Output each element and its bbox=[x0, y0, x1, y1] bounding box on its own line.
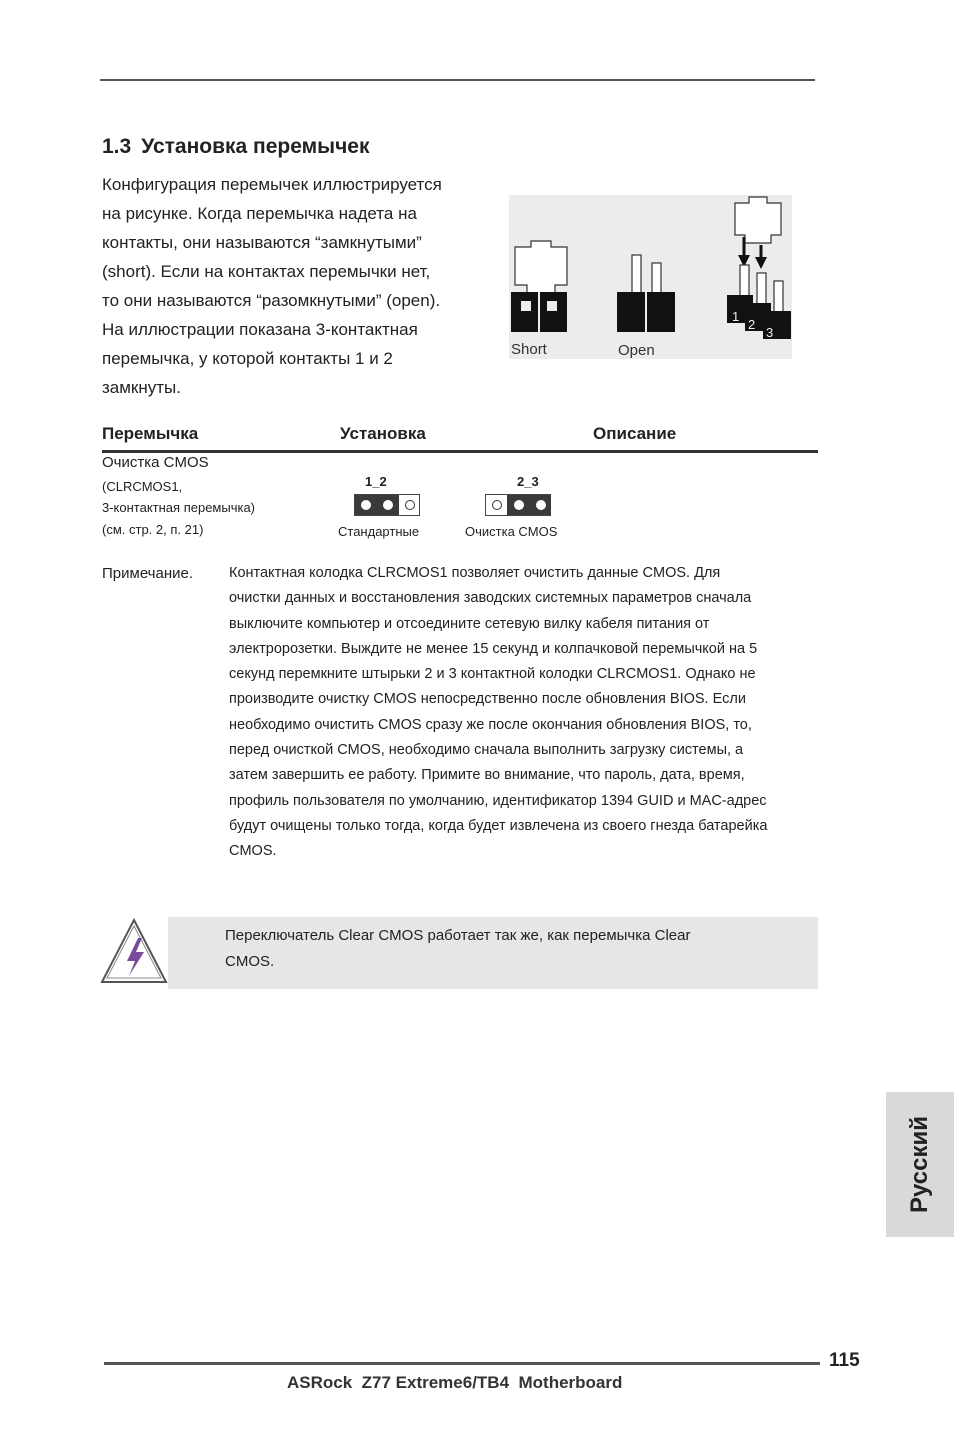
setting-default-caption: Стандартные bbox=[338, 524, 420, 539]
three-pin-jumper-drawing bbox=[727, 197, 791, 340]
table-header-rule bbox=[102, 450, 818, 453]
warning-line: CMOS. bbox=[225, 953, 275, 970]
jumper-detail-line: 3-контактная перемычка) bbox=[102, 500, 256, 515]
pin-number-1: 1 bbox=[732, 309, 740, 324]
intro-line: (short). Если на контактах перемычки нет, bbox=[102, 262, 431, 281]
note-line: электророзетки. Выждите не менее 15 секунд и колпачковой перемычкой на 5 bbox=[229, 640, 758, 657]
pin-1 bbox=[492, 500, 502, 510]
table-header-jumper: Перемычка bbox=[102, 424, 199, 443]
footer-title: ASRock Z77 Extreme6/TB4 Motherboard bbox=[287, 1373, 623, 1392]
intro-line: замкнуты. bbox=[102, 378, 181, 397]
pin-2 bbox=[514, 500, 524, 510]
warning-triangle-lightning-icon bbox=[100, 916, 168, 991]
intro-line: перемычка, у которой контакты 1 и 2 bbox=[102, 349, 393, 368]
table-header-setting: Установка bbox=[340, 424, 426, 443]
note-line: будут очищены только тогда, когда будет извлечена из своего гнезда батарейка bbox=[229, 817, 768, 834]
intro-paragraph bbox=[102, 170, 497, 402]
short-label: Short bbox=[511, 341, 547, 358]
note-line: секунд перемкните штырьки 2 и 3 контактной колодки CLRCMOS1. Однако не bbox=[229, 666, 756, 683]
setting-default-pins-label: 1_2 bbox=[365, 474, 387, 489]
open-label: Open bbox=[618, 342, 655, 359]
jumper-drawing bbox=[509, 195, 792, 359]
table-header-description: Описание bbox=[593, 424, 677, 443]
language-tab bbox=[886, 1092, 954, 1237]
short-jumper-drawing bbox=[511, 241, 567, 332]
warning-text bbox=[225, 923, 785, 975]
top-rule bbox=[100, 79, 815, 81]
page-number: 115 bbox=[829, 1350, 860, 1371]
jumper-detail-line: (CLRCMOS1, bbox=[102, 479, 183, 494]
pin-3 bbox=[536, 500, 546, 510]
setting-default-jumper-diagram bbox=[354, 494, 420, 516]
setting-clear-caption: Очистка CMOS bbox=[465, 524, 558, 539]
pin-2 bbox=[383, 500, 393, 510]
jumper-illustration bbox=[509, 195, 792, 359]
note-line: необходимо очистить CMOS сразу же после окончания обновления BIOS, то, bbox=[229, 716, 752, 733]
intro-line: контакты, они называются “замкнутыми” bbox=[102, 233, 422, 252]
intro-line: На иллюстрации показана 3-контактная bbox=[102, 320, 418, 339]
note-line: производите очистку CMOS непосредственно после обновления BIOS. Если bbox=[229, 691, 746, 708]
note-line: Контактная колодка CLRCMOS1 позволяет очистить данные CMOS. Для bbox=[229, 565, 721, 581]
section-title: Установка перемычек bbox=[141, 135, 370, 158]
note-line: профиль пользователя по умолчанию, идентификатор 1394 GUID и MAC-адрес bbox=[229, 792, 767, 809]
note-line: затем завершить ее работу. Примите во внимание, что пароль, дата, время, bbox=[229, 767, 745, 784]
note-line: очистки данных и восстановления заводских системных параметров сначала bbox=[229, 590, 752, 607]
section-heading bbox=[102, 135, 369, 159]
jumper-detail-line: (см. стр. 2, п. 21) bbox=[102, 522, 204, 537]
section-number: 1.3 bbox=[102, 135, 132, 158]
note-line: перед очисткой CMOS, необходимо сначала выполнить загрузку системы, а bbox=[229, 742, 744, 759]
jumper-name: Очистка CMOS bbox=[102, 454, 209, 471]
note-line: CMOS. bbox=[229, 843, 277, 860]
open-jumper-drawing bbox=[617, 255, 675, 332]
pin-number-2: 2 bbox=[748, 317, 756, 332]
setting-clear-pins-label: 2_3 bbox=[517, 474, 539, 489]
note-label: Примечание. bbox=[102, 565, 193, 582]
pin-1 bbox=[361, 500, 371, 510]
setting-clear-jumper-diagram bbox=[485, 494, 551, 516]
intro-line: то они называются “разомкнутыми” (open). bbox=[102, 291, 441, 310]
bottom-rule bbox=[104, 1362, 820, 1365]
language-tab-label: Русский bbox=[906, 1116, 933, 1213]
note-line: выключите компьютер и отсоедините сетевую вилку кабеля питания от bbox=[229, 615, 710, 632]
note-body bbox=[229, 561, 818, 865]
pin-3 bbox=[405, 500, 415, 510]
pin-number-3: 3 bbox=[766, 325, 774, 340]
intro-line: на рисунке. Когда перемычка надета на bbox=[102, 204, 417, 223]
intro-line: Конфигурация перемычек иллюстрируется bbox=[102, 175, 442, 194]
warning-line: Переключатель Clear CMOS работает так же, как перемычка Clear bbox=[225, 927, 691, 944]
